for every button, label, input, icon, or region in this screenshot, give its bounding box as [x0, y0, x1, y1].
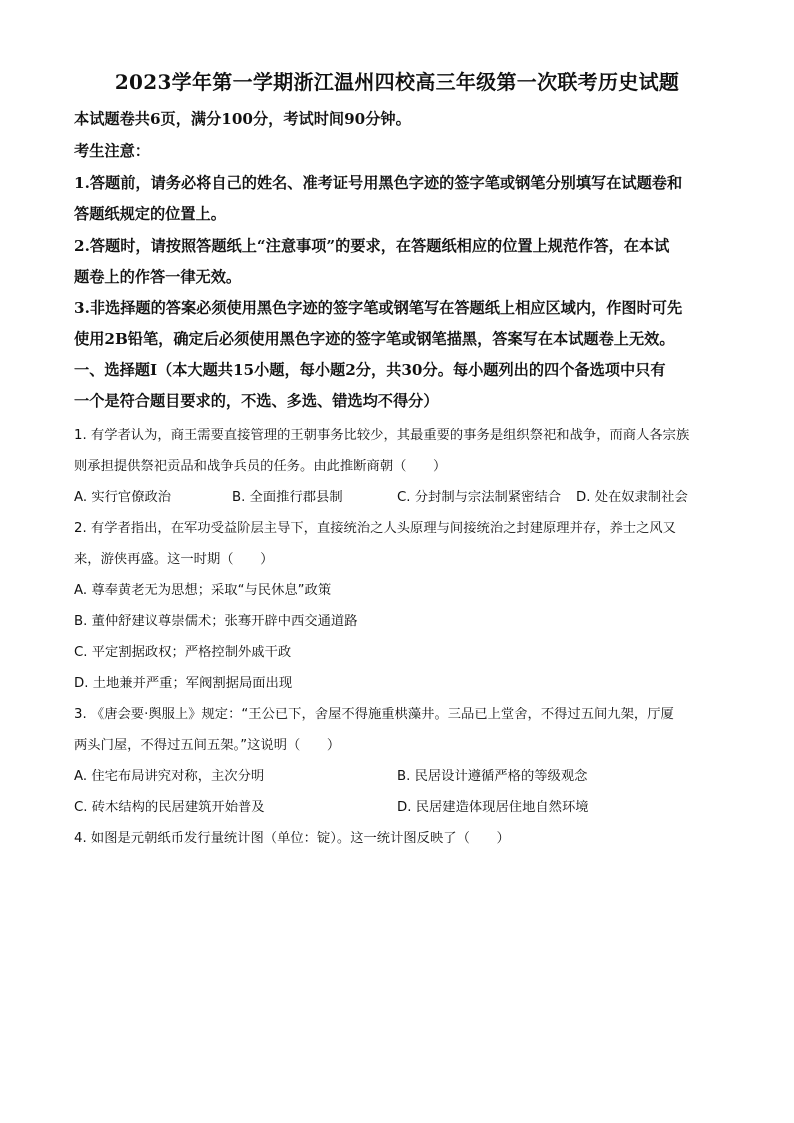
question-3-option-d: D. 民居建造体现居住地自然环境 — [397, 800, 589, 815]
notice-item-1-line-2: 答题纸规定的位置上。 — [74, 205, 226, 223]
page-title: 2023学年第一学期浙江温州四校高三年级第一次联考历史试题 — [114, 70, 680, 94]
notice-item-3-line-1: 3.非选择题的答案必须使用黑色字迹的签字笔或钢笔写在答题纸上相应区域内，作图时可先 — [74, 299, 683, 317]
question-2-option-c: C. 平定割据政权；严格控制外戚干政 — [74, 645, 292, 660]
question-1-option-a: A. 实行官僚政治 — [74, 490, 172, 505]
question-2-stem-line-1: 2. 有学者指出，在军功受益阶层主导下，直接统治之人头原理与间接统治之封建原理并存，养士之风又 — [74, 521, 676, 536]
question-1-option-d: D. 处在奴隶制社会 — [576, 490, 688, 505]
exam-intro: 本试题卷共6页，满分100分，考试时间90分钟。 — [74, 110, 411, 128]
notice-item-3-line-2: 使用2B铅笔，确定后必须使用黑色字迹的签字笔或钢笔描黑，答案写在本试题卷上无效。 — [74, 330, 675, 348]
question-1-option-c: C. 分封制与宗法制紧密结合 — [397, 490, 562, 505]
question-4-stem-line-1: 4. 如图是元朝纸币发行量统计图（单位：锭）。这一统计图反映了（ ） — [74, 831, 510, 846]
notice-item-2-line-1: 2.答题时，请按照答题纸上“注意事项”的要求，在答题纸相应的位置上规范作答，在本试 — [74, 237, 670, 255]
question-1-option-b: B. 全面推行郡县制 — [232, 490, 343, 505]
question-3-option-a: A. 住宅布局讲究对称，主次分明 — [74, 769, 265, 784]
notice-heading: 考生注意： — [74, 142, 150, 160]
question-3-stem-line-2: 两头门屋，不得过五间五架。”这说明（ ） — [74, 738, 341, 753]
question-3-stem-line-1: 3. 《唐会要·舆服上》规定：“王公已下，舍屋不得施重栱藻井。三品已上堂舍，不得过五间九架，厅厦 — [74, 707, 674, 722]
section-heading-line-1: 一、选择题Ⅰ（本大题共15小题，每小题2分，共30分。每小题列出的四个备选项中只有 — [74, 361, 666, 379]
question-1-stem-line-2: 则承担提供祭祀贡品和战争兵员的任务。由此推断商朝（ ） — [74, 459, 447, 474]
question-2-option-b: B. 董仲舒建议尊崇儒术；张骞开辟中西交通道路 — [74, 614, 358, 629]
question-2-stem-line-2: 来，游侠再盛。这一时期（ ） — [74, 552, 274, 567]
question-3-option-b: B. 民居设计遵循严格的等级观念 — [397, 769, 588, 784]
question-2-option-a: A. 尊奉黄老无为思想；采取“与民休息”政策 — [74, 583, 332, 598]
question-1-stem-line-1: 1. 有学者认为，商王需要直接管理的王朝事务比较少，其最重要的事务是组织祭祀和战争，而商人各宗族 — [74, 428, 690, 443]
notice-item-2-line-2: 题卷上的作答一律无效。 — [74, 268, 242, 286]
question-3-option-c: C. 砖木结构的民居建筑开始普及 — [74, 800, 265, 815]
question-2-option-d: D. 土地兼并严重；军阀割据局面出现 — [74, 676, 293, 691]
section-heading-line-2: 一个是符合题目要求的，不选、多选、错选均不得分） — [74, 392, 439, 410]
notice-item-1-line-1: 1.答题前，请务必将自己的姓名、准考证号用黑色字迹的签字笔或钢笔分别填写在试题卷和 — [74, 174, 683, 192]
